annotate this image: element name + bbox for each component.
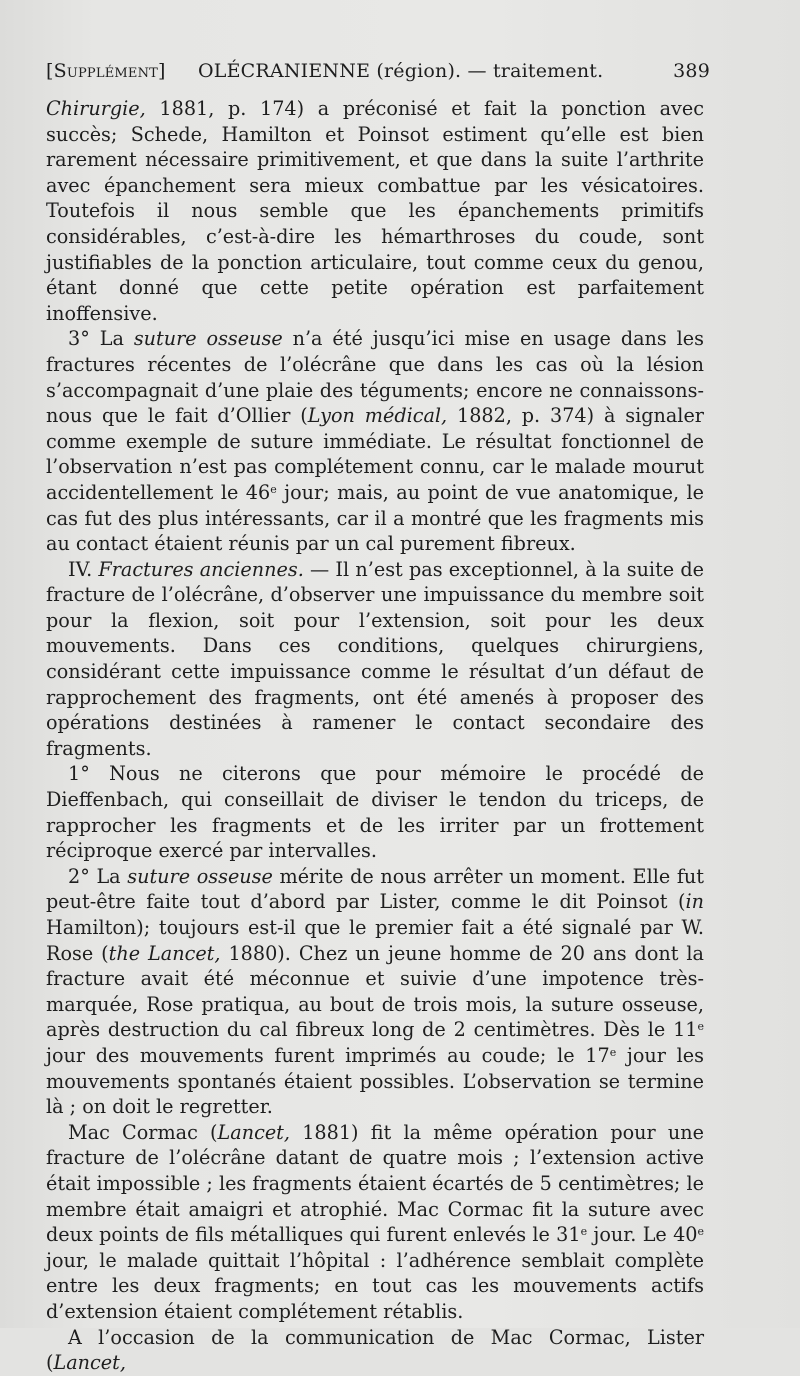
running-title: OLÉCRANIENNE (région). — traitement. <box>198 60 604 82</box>
citation-italic: Lyon médical, <box>307 404 448 428</box>
paragraph-text: — Il n’est pas exceptionnel, à la suite de fracture de l’olécrâne, d’observer une impuissance du membre soit pour la flexion, soit pour l’extension, soit pour les deux mouvements. Dans ces conditions, quelques chirurgiens, considérant cette impuissance comme le résultat d’un défaut de rapprochement des fragments, ont été amenés à proposer des opérations destinées à ramener le contact secondaire des fragments. <box>46 557 704 760</box>
ordinal-superscript: e <box>270 482 277 496</box>
paragraph-1 <box>46 96 704 326</box>
paragraph-4 <box>46 761 704 863</box>
emphasis-italic: suture osseuse <box>127 864 273 888</box>
paragraph-text: jour des mouvements furent imprimés au coude; le 17 <box>46 1043 610 1067</box>
page-number: 389 <box>673 60 710 82</box>
paragraph-5 <box>46 864 704 1120</box>
paragraph-text: jour les mouvements spontanés étaient possibles. L’observation se termine là ; on doit le regretter. <box>46 1043 704 1119</box>
paragraph-7 <box>46 1325 704 1376</box>
emphasis-italic: suture osseuse <box>133 327 283 351</box>
paragraph-3 <box>46 557 704 762</box>
paragraph-text: jour. Le 40 <box>587 1223 698 1247</box>
paragraph-text: Hamilton); toujours est-il que le premier fait a été signalé par W. Rose ( <box>46 916 704 965</box>
citation-italic: the Lancet, <box>108 941 221 965</box>
ordinal-superscript: e <box>697 1020 704 1034</box>
paragraph-text: 1° Nous ne citerons que pour mémoire le procédé de Dieffenbach, qui conseillait de diviser le tendon du triceps, de rapprocher les fragments et de les irriter par un frottement réciproque exercé par intervalles. <box>46 762 704 863</box>
paragraph-text: A l’occasion de la communication de Mac Cormac, Lister ( <box>46 1325 704 1375</box>
paragraph-text: Mac Cormac ( <box>68 1120 218 1144</box>
body-text <box>46 96 704 1376</box>
citation-italic: Lancet, <box>217 1120 290 1144</box>
ordinal-superscript: e <box>580 1225 588 1239</box>
paragraph-text: 3° La <box>68 327 134 351</box>
citation-italic: Chirurgie, <box>46 97 146 120</box>
citation-italic: Lancet, <box>53 1351 126 1375</box>
section-label: [Supplément] <box>46 60 166 82</box>
paragraph-text: IV. <box>68 557 99 581</box>
paragraph-2 <box>46 326 704 556</box>
paragraph-text: jour, le malade quittait l’hôpital : l’adhérence semblait complète entre les deux fragments; en tout cas les mouvements actifs d’extension étaient complétement rétablis. <box>46 1248 704 1323</box>
paragraph-text: 2° La <box>68 864 128 888</box>
paragraph-text: jour; mais, au point de vue anatomique, le cas fut des plus intéressants, car il a montré que les fragments mis au contact étaient réunis par un cal purement fibreux. <box>46 480 705 556</box>
paragraph-text: 1881) fit la même opération pour une fracture de l’olécrâne datant de quatre mois ; l’extension active était impossible ; les fragments étaient écartés de 5 centimètres; le membre était amaigri et atrophié. Mac Cormac fit la suture avec deux points de fils métalliques qui furent enlevés le 31 <box>46 1120 705 1247</box>
running-header <box>46 60 710 90</box>
paragraph-text: n’a été jusqu’ici mise en usage dans les fractures récentes de l’olécrâne que dans les cas où la lésion s’accompagnait d’une plaie des téguments; encore ne connaissons-nous que le fait d’Ollier ( <box>46 327 704 428</box>
subheading-italic: Fractures anciennes. <box>98 557 304 581</box>
paragraph-6 <box>46 1120 704 1325</box>
paragraph-text: mérite de nous arrêter un moment. Elle fut peut-être faite tout d’abord par Lister, comme le dit Poinsot ( <box>46 864 704 914</box>
ordinal-superscript: e <box>697 1225 704 1239</box>
paragraph-text: 1881, p. 174) a préconisé et fait la ponction avec succès; Schede, Hamilton et Poinsot estiment qu’elle est bien rarement nécessaire primitivement, et que dans la suite l’arthrite avec épanchement sera mieux combattue par les vésicatoires. Toutefois il nous semble que les épanchements primitifs considérables, c’est-à-dire les hémarthroses du coude, sont justifiables de la ponction articulaire, tout comme ceux du genou, étant donné que cette petite opération est parfaitement inoffensive. <box>46 97 704 325</box>
citation-italic: in <box>685 890 704 914</box>
paragraph-text: 1882, p. 374) à signaler comme exemple de suture immédiate. Le résultat fonctionnel de l’observation n’est pas complétement connu, car le malade mourut accidentellement le 46 <box>46 404 704 504</box>
paragraph-text: 1880). Chez un jeune homme de 20 ans dont la fracture avait été méconnue et suivie d’une impotence très-marquée, Rose pratiqua, au bout de trois mois, la suture osseuse, après destruction du cal fibreux long de 2 centimètres. Dès le 11 <box>46 941 704 1042</box>
ordinal-superscript: e <box>609 1045 617 1059</box>
